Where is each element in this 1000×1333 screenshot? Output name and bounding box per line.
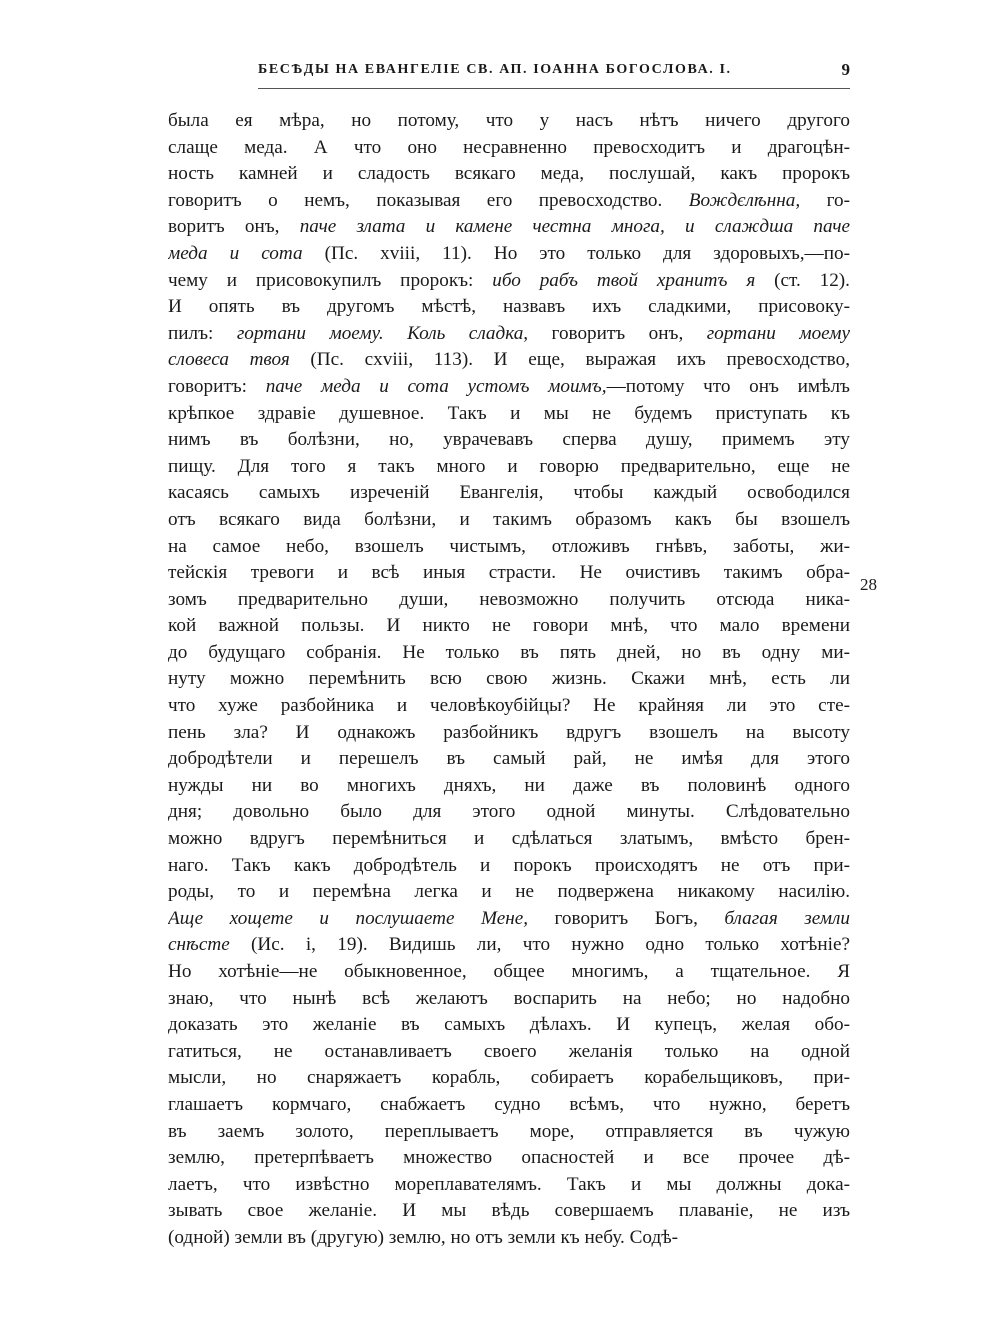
text-segment: до будущаго собранія. Не только въ пять дней, но въ одну ми- [168,641,850,663]
text-segment: (Пс. xviii, 11). Но это только для здоровыхъ,—по- [302,242,850,264]
text-line [168,613,850,640]
text-segment: что хуже разбойника и человѣкоубійцы? Не крайняя ли это сте- [168,695,850,717]
text-segment: пищу. Для того я такъ много и говорю предварительно, еще не [168,455,850,477]
text-line [168,268,850,295]
text-line [168,480,850,507]
text-segment: зомъ предварительно души, невозможно получить отсюда ника- [168,588,850,610]
text-segment: наго. Такъ какъ добродѣтель и порокъ происходятъ не отъ при- [168,854,850,876]
text-line [168,879,850,906]
text-line [168,1065,850,1092]
text-line [168,959,850,986]
text-segment: воритъ онъ, [168,216,300,238]
text-line [168,693,850,720]
text-line [168,347,850,374]
text-segment: крѣпкое здравіе душевное. Такъ и мы не будемъ приступать къ [168,402,850,424]
text-segment: чему и присовокупилъ пророкъ: [168,269,493,291]
text-line [168,454,850,481]
text-segment: говоритъ онъ, [528,322,707,344]
text-line [168,746,850,773]
running-head [168,62,850,84]
running-title: БЕСѢДЫ НА ЕВАНГЕЛІЕ СВ. АП. ІОАННА БОГОСЛОВА. I. [258,62,732,77]
text-segment: нуту можно перемѣнить всю свою жизнь. Скажи мнѣ, есть ли [168,668,850,690]
text-segment: (ст. 12). [755,269,850,291]
text-segment: кой важной пользы. И никто не говори мнѣ, что мало времени [168,615,850,637]
text-line [168,1119,850,1146]
text-segment: въ заемъ золото, переплываетъ море, отправляется въ чужую [168,1120,850,1142]
text-line [168,906,850,933]
text-segment: мысли, но снаряжаетъ корабль, собираетъ корабельщиковъ, при- [168,1067,850,1089]
italic-quote: Аще хощете и послушаете Мене, [168,907,529,929]
text-segment: зывать свое желаніе. И мы вѣдь совершаемъ плаваніе, не изъ [168,1200,850,1222]
text-segment: (Пс. cxviii, 113). И еще, выражая ихъ превосходство, [289,349,850,371]
text-line [168,1145,850,1172]
text-segment: го- [800,189,850,211]
text-segment: отъ всякаго вида болѣзни, и такимъ образомъ какъ бы взошелъ [168,508,850,530]
italic-quote: словеса твоя [168,349,290,371]
text-line [168,773,850,800]
italic-quote: гортани моему [706,322,850,344]
text-line [168,401,850,428]
text-segment: глашаетъ кормчаго, снабжаетъ судно всѣмъ, что нужно, беретъ [168,1093,850,1115]
text-line [168,666,850,693]
text-line [168,188,850,215]
text-segment: можно вдругъ перемѣниться и сдѣлаться златымъ, вмѣсто брен- [168,828,850,850]
italic-quote: снѣсте [168,934,230,956]
text-line [168,853,850,880]
text-segment: нимъ въ болѣзни, но, уврачевавъ сперва душу, примемъ эту [168,429,850,451]
text-segment: говоритъ: [168,375,266,397]
text-line [168,799,850,826]
text-line [168,214,850,241]
text-segment: (одной) земли въ (другую) землю, но отъ земли къ небу. Содѣ- [168,1226,679,1248]
text-segment: И опять въ другомъ мѣстѣ, назвавъ ихъ сладкими, присовоку- [168,296,850,318]
header-rule [258,88,850,89]
text-segment: пилъ: [168,322,237,344]
text-line [168,720,850,747]
text-segment: Но хотѣніе—не обыкновенное, общее многимъ, а тщательное. Я [168,961,850,982]
text-segment: говоритъ о немъ, показывая его превосходство. [168,189,689,211]
text-segment: ность камней и сладость всякаго меда, послушай, какъ пророкъ [168,163,850,185]
text-line [168,1092,850,1119]
text-line [168,826,850,853]
italic-quote: паче злата и камене честна многа, и слаждша паче [299,216,850,238]
text-segment: лаетъ, что извѣстно мореплавателямъ. Такъ и мы должны дока- [168,1173,850,1195]
text-line [168,294,850,321]
text-segment: роды, то и перемѣна легка и не подвержена никакому насилію. [168,881,850,903]
text-segment: тейскія тревоги и всѣ иныя страсти. Не очистивъ такимъ обра- [168,562,850,584]
text-line [168,1225,850,1252]
text-segment: на самое небо, взошелъ чистымъ, отложивъ гнѣвъ, заботы, жи- [168,535,850,557]
text-segment: была ея мѣра, но потому, что у насъ нѣтъ ничего другого [168,110,850,131]
text-line [168,1172,850,1199]
text-segment: землю, претерпѣваетъ множество опасностей и все прочее дѣ- [168,1147,850,1169]
text-line [168,507,850,534]
text-line [168,986,850,1013]
text-line [168,241,850,268]
text-line [168,135,850,162]
text-segment: нужды ни во многихъ дняхъ, ни даже въ половинѣ одного [168,774,850,796]
text-segment: —потому что онъ имѣлъ [606,375,850,397]
text-segment: дня; довольно было для этого одной минуты. Слѣдовательно [168,801,850,823]
text-segment: гатиться, не останавливаетъ своего желанія только на одной [168,1040,850,1062]
text-line [168,1012,850,1039]
italic-quote: меда и сота [168,242,303,264]
text-segment: добродѣтели и перешелъ въ самый рай, не имѣя для этого [168,748,850,770]
text-line [168,108,850,135]
text-line [168,427,850,454]
text-segment: говоритъ Богъ, [528,907,725,929]
body-text [168,108,850,1252]
text-segment: касаясь самыхъ изреченій Евангелія, чтобы каждый освободился [168,482,850,504]
italic-quote: паче меда и сота устомъ моимъ, [265,375,607,397]
text-line [168,1039,850,1066]
text-segment: слаще меда. А что оно несравненно превосходитъ и драгоцѣн- [168,136,850,158]
italic-quote: гортани моему. Коль сладка, [236,322,529,344]
text-line [168,1198,850,1225]
italic-quote: ибо рабъ твой хранитъ я [492,269,756,291]
text-segment: знаю, что нынѣ всѣ желаютъ воспарить на небо; но надобно [168,987,850,1009]
italic-quote: Вождєлѣнна, [688,189,801,211]
text-line [168,932,850,959]
text-line [168,161,850,188]
text-line [168,374,850,401]
text-line [168,587,850,614]
margin-reference-number: 28 [860,575,877,594]
text-segment: пень зла? И однакожъ разбойникъ вдругъ взошелъ на высоту [168,721,850,743]
text-line [168,640,850,667]
text-line [168,534,850,561]
italic-quote: благая земли [724,907,850,929]
text-segment: доказать это желаніе въ самыхъ дѣлахъ. И купецъ, желая обо- [168,1014,850,1036]
text-segment: (Ис. i, 19). Видишь ли, что нужно одно только хотѣніе? [229,934,850,956]
page-number: 9 [841,60,850,79]
text-line [168,321,850,348]
text-line [168,560,850,587]
